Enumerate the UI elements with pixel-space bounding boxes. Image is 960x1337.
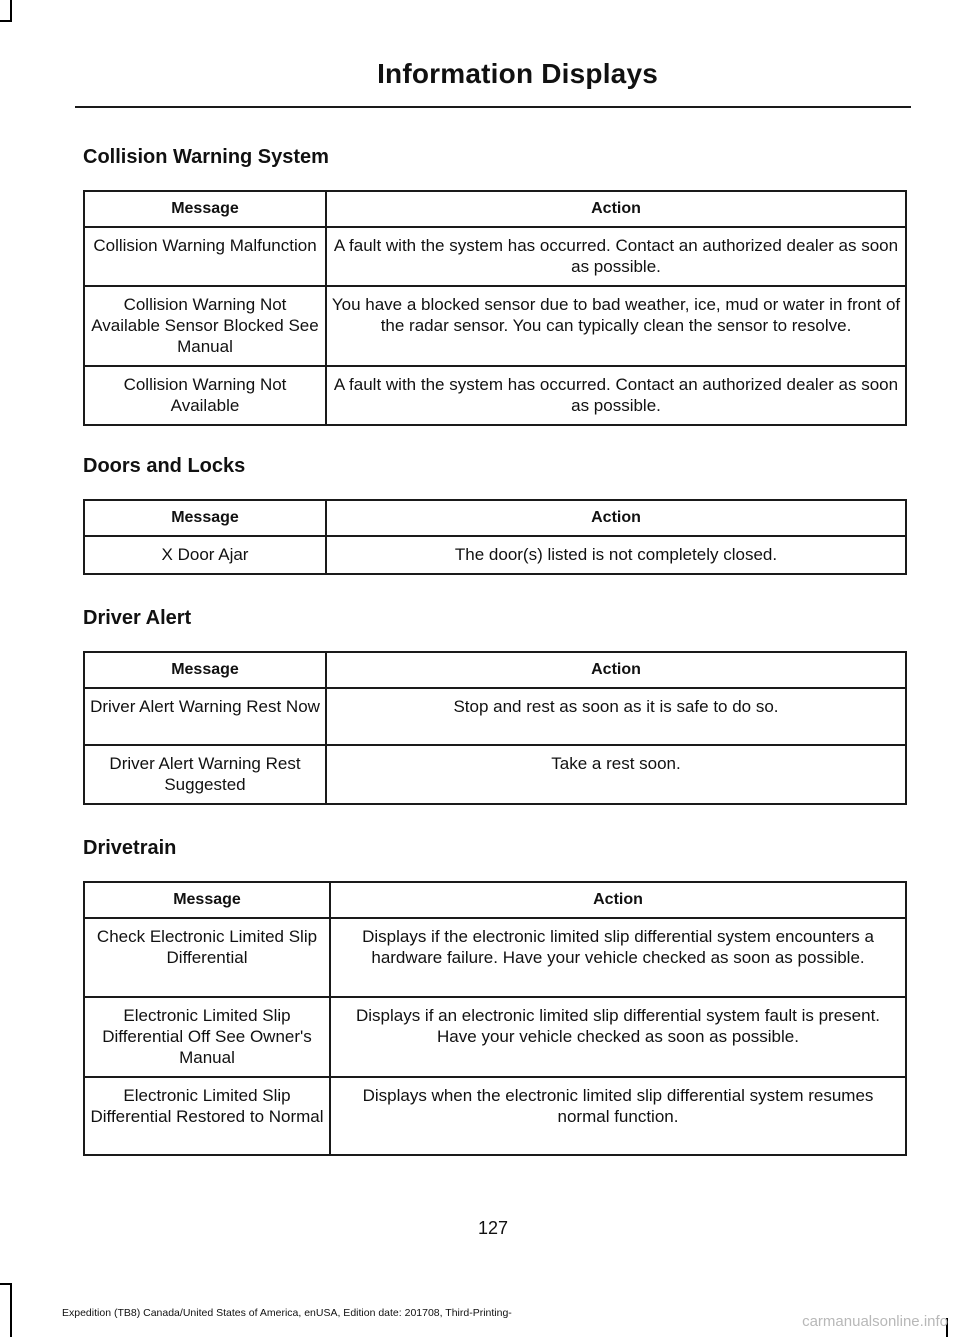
- action-cell: A fault with the system has occurred. Contact an authorized dealer as soon as possible.: [326, 227, 906, 286]
- column-header-message: Message: [84, 882, 330, 918]
- action-cell: Stop and rest as soon as it is safe to do so.: [326, 688, 906, 745]
- table-header-row: [84, 882, 906, 918]
- message-cell: Check Electronic Limited Slip Differential: [84, 918, 330, 997]
- message-cell: Electronic Limited Slip Differential Restored to Normal: [84, 1077, 330, 1155]
- column-header-message: Message: [84, 191, 326, 227]
- crop-mark-top-left-vertical: [10, 0, 12, 20]
- message-action-table: [83, 499, 907, 575]
- table-row: [84, 688, 906, 745]
- edition-footer: Expedition (TB8) Canada/United States of America, enUSA, Edition date: 201708, Third-Printing-: [62, 1307, 512, 1319]
- column-header-message: Message: [84, 652, 326, 688]
- section-heading: Drivetrain: [83, 837, 177, 859]
- page-header-title: Information Displays: [377, 58, 658, 89]
- message-cell: Electronic Limited Slip Differential Off See Owner's Manual: [84, 997, 330, 1077]
- column-header-message: Message: [84, 500, 326, 536]
- section-drivetrain: [83, 837, 905, 1157]
- table-row: [84, 286, 906, 366]
- section-heading: Driver Alert: [83, 607, 192, 629]
- table-header-row: [84, 500, 906, 536]
- action-cell: You have a blocked sensor due to bad weather, ice, mud or water in front of the radar sensor. You can typically clean the sensor to resolve.: [326, 286, 906, 366]
- table-row: [84, 536, 906, 574]
- crop-mark-bottom-left-vertical: [10, 1283, 12, 1337]
- section-heading: Collision Warning System: [83, 146, 329, 168]
- table-row: [84, 745, 906, 804]
- message-cell: Collision Warning Not Available: [84, 366, 326, 425]
- action-cell: Displays when the electronic limited slip differential system resumes normal function.: [330, 1077, 906, 1155]
- header-divider: [75, 106, 911, 108]
- column-header-action: Action: [330, 882, 906, 918]
- message-cell: Collision Warning Malfunction: [84, 227, 326, 286]
- section-doors-and-locks: [83, 455, 905, 575]
- table-row: [84, 227, 906, 286]
- section-heading: Doors and Locks: [83, 455, 246, 477]
- action-cell: The door(s) listed is not completely closed.: [326, 536, 906, 574]
- message-cell: X Door Ajar: [84, 536, 326, 574]
- table-row: [84, 366, 906, 425]
- message-action-table: [83, 190, 907, 426]
- table-row: [84, 918, 906, 997]
- column-header-action: Action: [326, 500, 906, 536]
- action-cell: Take a rest soon.: [326, 745, 906, 804]
- message-cell: Collision Warning Not Available Sensor Blocked See Manual: [84, 286, 326, 366]
- watermark: carmanualsonline.info: [802, 1313, 948, 1330]
- table-header-row: [84, 652, 906, 688]
- column-header-action: Action: [326, 191, 906, 227]
- table-row: [84, 997, 906, 1077]
- section-driver-alert: [83, 607, 905, 807]
- action-cell: Displays if an electronic limited slip differential system fault is present. Have your vehicle checked as soon as possible.: [330, 997, 906, 1077]
- action-cell: Displays if the electronic limited slip differential system encounters a hardware failure. Have your vehicle checked as soon as possible.: [330, 918, 906, 997]
- table-header-row: [84, 191, 906, 227]
- message-cell: Driver Alert Warning Rest Now: [84, 688, 326, 745]
- page-number: 127: [477, 1218, 509, 1238]
- section-collision-warning-system: [83, 146, 905, 426]
- message-cell: Driver Alert Warning Rest Suggested: [84, 745, 326, 804]
- table-row: [84, 1077, 906, 1155]
- column-header-action: Action: [326, 652, 906, 688]
- action-cell: A fault with the system has occurred. Contact an authorized dealer as soon as possible.: [326, 366, 906, 425]
- message-action-table: [83, 881, 907, 1156]
- crop-mark-bottom-left-horizontal: [0, 1283, 12, 1285]
- crop-mark-top-left-horizontal: [0, 20, 12, 22]
- message-action-table: [83, 651, 907, 805]
